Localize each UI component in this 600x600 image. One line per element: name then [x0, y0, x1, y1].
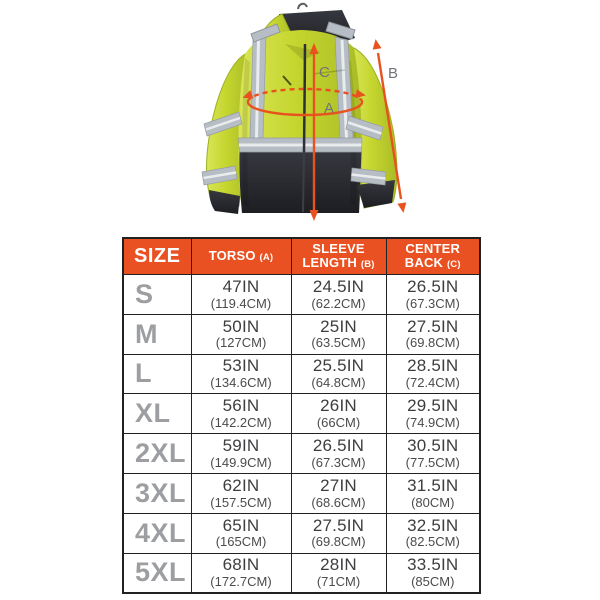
- header-size: SIZE: [123, 238, 191, 275]
- front-zipper-lower: [303, 152, 304, 212]
- header-center-back: CENTER BACK (C): [386, 238, 480, 275]
- sleeve-value: 25IN (63.5CM): [291, 314, 386, 354]
- size-label: XL: [123, 394, 191, 434]
- sleeve-value: 28IN (71CM): [291, 553, 386, 593]
- table-row: [123, 275, 480, 315]
- torso-value: 68IN (172.7CM): [191, 553, 291, 593]
- torso-black-panel: [239, 152, 361, 213]
- sleeve-value: 26.5IN (67.3CM): [291, 434, 386, 474]
- hanger-loop: [298, 4, 307, 9]
- label-b: B: [388, 65, 399, 82]
- torso-value: 65IN (165CM): [191, 513, 291, 553]
- torso-value: 47IN (119.4CM): [191, 275, 291, 315]
- front-zipper: [304, 44, 305, 152]
- torso-value: 56IN (142.2CM): [191, 394, 291, 434]
- back-value: 27.5IN (69.8CM): [386, 314, 480, 354]
- size-label: 4XL: [123, 513, 191, 553]
- back-value: 29.5IN (74.9CM): [386, 394, 480, 434]
- sleeve-value: 26IN (66CM): [291, 394, 386, 434]
- header-sleeve-length: SLEEVE LENGTH (B): [291, 238, 386, 275]
- table-row: [123, 354, 480, 394]
- size-chart-table: [122, 237, 481, 594]
- size-label: 3XL: [123, 473, 191, 513]
- sleeve-value: 27IN (68.6CM): [291, 473, 386, 513]
- back-value: 30.5IN (77.5CM): [386, 434, 480, 474]
- header-torso: TORSO (A): [191, 238, 291, 275]
- back-value: 26.5IN (67.3CM): [386, 275, 480, 315]
- back-value: 33.5IN (85CM): [386, 553, 480, 593]
- sleeve-value: 24.5IN (62.2CM): [291, 275, 386, 315]
- torso-value: 62IN (157.5CM): [191, 473, 291, 513]
- jacket-measurement-diagram: [145, 0, 455, 235]
- header-row: [123, 238, 480, 275]
- table-row: [123, 513, 480, 553]
- table-row: [123, 553, 480, 593]
- back-value: 32.5IN (82.5CM): [386, 513, 480, 553]
- size-label: 5XL: [123, 553, 191, 593]
- torso-value: 59IN (149.9CM): [191, 434, 291, 474]
- table-row: [123, 473, 480, 513]
- torso-value: 53IN (134.6CM): [191, 354, 291, 394]
- label-c: C: [319, 64, 330, 81]
- size-label: 2XL: [123, 434, 191, 474]
- torso-value: 50IN (127CM): [191, 314, 291, 354]
- jacket-illustration: [145, 0, 455, 235]
- size-label: L: [123, 354, 191, 394]
- table-row: [123, 434, 480, 474]
- size-label: S: [123, 275, 191, 315]
- size-label: M: [123, 314, 191, 354]
- back-value: 31.5IN (80CM): [386, 473, 480, 513]
- table-row: [123, 314, 480, 354]
- sleeve-value: 27.5IN (69.8CM): [291, 513, 386, 553]
- label-a: A: [324, 100, 335, 117]
- sleeve-value: 25.5IN (64.8CM): [291, 354, 386, 394]
- table-row: [123, 394, 480, 434]
- back-value: 28.5IN (72.4CM): [386, 354, 480, 394]
